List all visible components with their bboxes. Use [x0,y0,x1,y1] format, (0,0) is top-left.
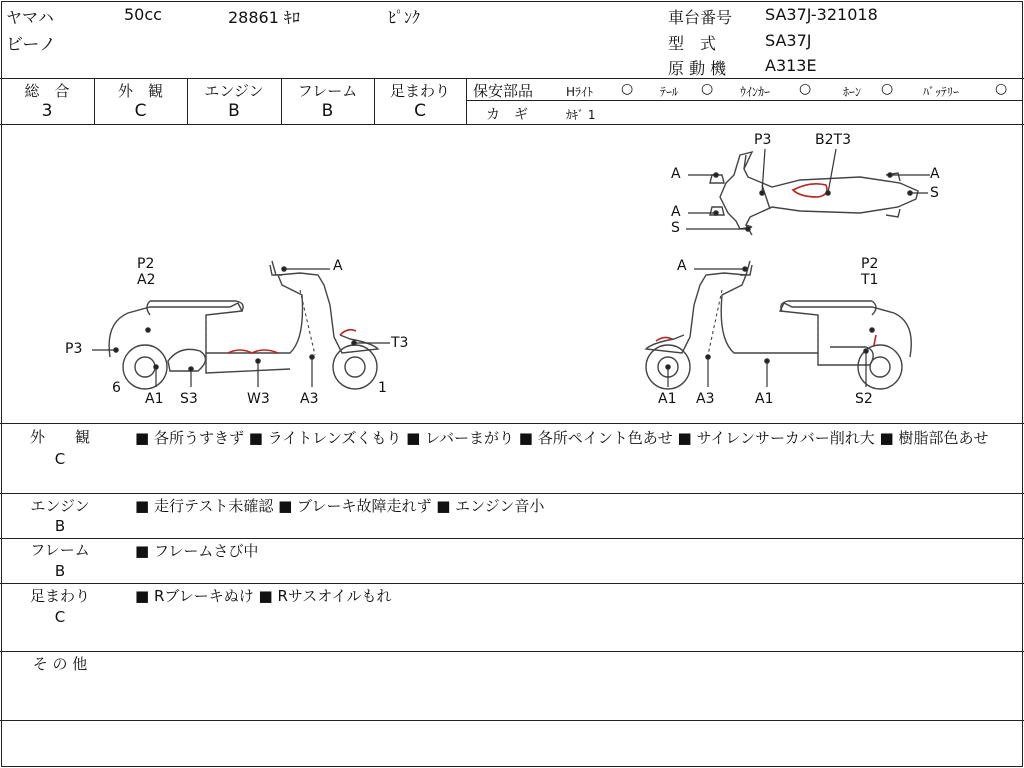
engine-grade: B [228,101,240,121]
other-section-label: そ の 他 [32,655,88,673]
right-label-p2: P2 [861,256,879,272]
battery-ok-icon: ○ [995,81,1008,97]
top-label-a-upper: A [671,166,681,182]
left-label-6: 6 [112,380,121,396]
horn-label: ﾎｰﾝ [843,85,862,99]
body-color: ﾋﾟﾝｸ [388,8,421,27]
right-label-a1-front: A1 [658,391,677,407]
divider [0,423,1024,424]
left-label-s3: S3 [180,391,198,407]
winker-label: ｳｲﾝｶｰ [740,85,771,99]
suspension-section-notes: ■ Rブレーキぬけ ■ Rサスオイルもれ [135,587,392,605]
frame-section-notes: ■ フレームさび中 [135,542,259,560]
left-label-a-mirror: A [333,258,343,274]
type-value: SA37J [765,31,812,50]
horn-ok-icon: ○ [881,81,894,97]
engine-grade-label: エンジン [204,82,264,100]
frame-section-grade: B [54,562,66,580]
mileage: 28861 ｷﾛ [228,8,300,27]
suspension-section-grade: C [54,608,66,626]
safety-label: 保安部品 [473,82,534,100]
right-label-t1: T1 [861,272,879,288]
exterior-grade: C [134,101,147,121]
overall-label: 総 合 [24,82,70,100]
suspension-section-label: 足まわり [29,587,90,605]
frame-grade: B [321,101,334,121]
headlight-label: Hﾗｲﾄ [566,85,594,99]
left-label-a2: A2 [137,272,156,288]
divider [0,78,1024,79]
divider [0,720,1024,721]
top-label-p3: P3 [754,132,772,148]
divider [0,538,1024,539]
suspension-grade: C [414,101,426,121]
suspension-grade-label: 足まわり [389,82,450,100]
frame-no: SA37J-321018 [765,5,878,24]
key-value: ｶｷﾞ 1 [566,108,596,122]
left-label-p2: P2 [137,256,155,272]
type-label: 型 式 [668,34,717,53]
right-label-a-mirror: A [677,258,687,274]
top-label-s-left: S [671,220,680,236]
right-label-s2: S2 [855,391,873,407]
top-view-scooter [710,152,918,235]
overall-grade: 3 [41,101,53,121]
right-label-a1-mid: A1 [755,391,774,407]
top-label-s-right: S [930,185,939,201]
displacement: 50cc [124,5,162,24]
divider [466,100,1022,101]
left-label-a1: A1 [145,391,164,407]
frame-no-label: 車台番号 [668,8,733,27]
left-label-t3: T3 [391,335,409,351]
engine-value: A313E [765,56,817,75]
top-label-a-right: A [930,166,940,182]
top-label-a-lower: A [671,204,681,220]
divider [0,493,1024,494]
divider [466,78,467,124]
left-label-w3: W3 [247,391,270,407]
exterior-section-grade: C [54,450,66,468]
engine-section-label: エンジン [30,497,90,515]
headlight-ok-icon: ○ [621,81,634,97]
exterior-label: 外 観 [117,82,163,100]
engine-section-notes: ■ 走行テスト未確認 ■ ブレーキ故障走れず ■ エンジン音小 [135,497,545,515]
battery-label: ﾊﾞｯﾃﾘｰ [923,85,960,99]
divider [0,651,1024,652]
exterior-section-notes: ■ 各所うすきず ■ ライトレンズくもり ■ レバーまがり ■ 各所ペイント色あせ ■ サイレンサーカバー削れ大 ■ 樹脂部色あせ [135,429,989,447]
divider [0,583,1024,584]
top-label-b2t3: B2T3 [815,132,851,148]
maker: ヤマハ [6,8,54,27]
exterior-section-label: 外 観 [29,428,90,446]
engine-section-grade: B [54,517,66,535]
key-label: カ ギ [486,107,528,123]
left-label-p3: P3 [65,341,83,357]
winker-ok-icon: ○ [799,81,812,97]
taillight-ok-icon: ○ [701,81,714,97]
left-label-1: 1 [378,380,387,396]
model-name: ビーノ [6,35,56,55]
taillight-label: ﾃｰﾙ [660,85,679,99]
frame-grade-label: フレーム [297,82,358,100]
left-label-a3: A3 [300,391,319,407]
right-label-a3: A3 [696,391,715,407]
frame-section-label: フレーム [30,541,90,559]
engine-label: 原 動 機 [668,59,727,78]
